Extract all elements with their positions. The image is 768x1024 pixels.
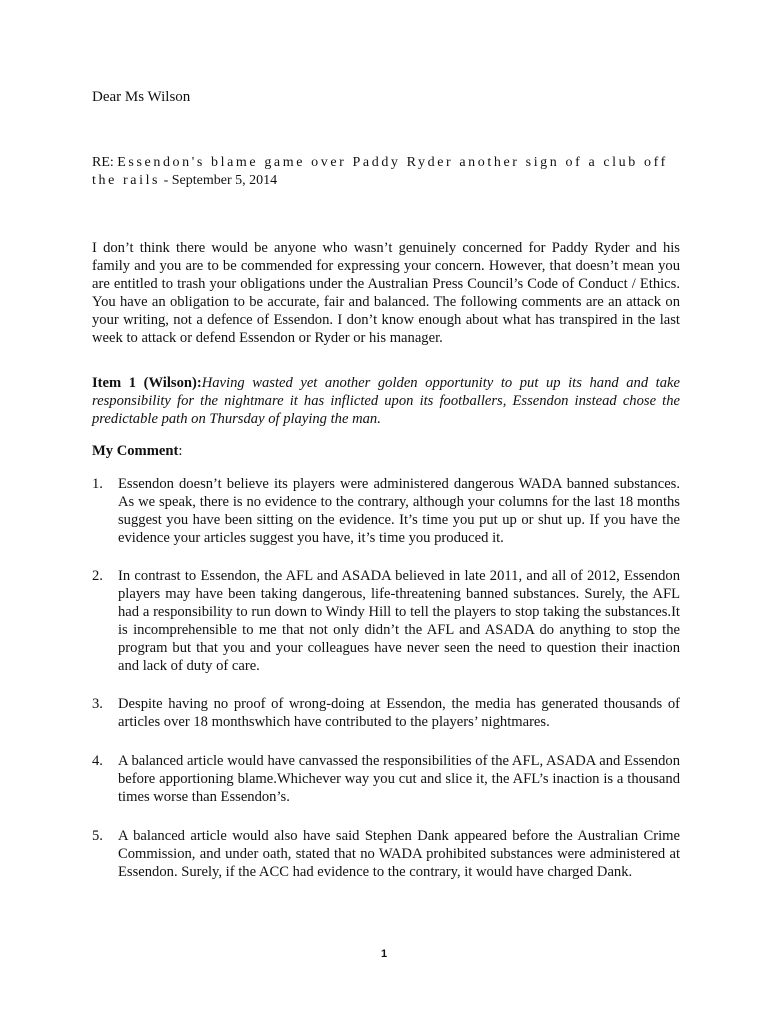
subject-line bbox=[92, 154, 682, 190]
list-item bbox=[92, 567, 680, 675]
item-1-quote: Having wasted yet another golden opportunity to put up its hand and take responsibility for the nightmare it has inflicted upon its footballers, Essendon instead chose the predictable path on Thursday of playing the man. bbox=[92, 375, 680, 427]
list-item bbox=[92, 752, 680, 806]
intro-paragraph: I don’t think there would be anyone who wasn’t genuinely concerned for Paddy Ryder and his family and you are to be commended for expressing your concern. However, that doesn’t mean you are entitled to trash your obligations under the Australian Press Council’s Code of Conduct / Ethics. You have an obligation to be accurate, fair and balanced. The following comments are an attack on your writing, not a defence of Essendon. I don’t know enough about what has transpired in the last week to attack or defend Essendon or Ryder or his manager. bbox=[92, 240, 680, 346]
comment-heading-label: My Comment bbox=[92, 443, 179, 459]
list-item-number: 3. bbox=[92, 696, 103, 712]
list-item-number: 2. bbox=[92, 568, 103, 584]
list-item-text: A balanced article would also have said Stephen Dank appeared before the Australian Crime Commission, and under oath, stated that no WADA prohibited substances were administered at Essendon. Surely, if the ACC had evidence to the contrary, it would have charged Dank. bbox=[118, 828, 680, 880]
page-number: 1 bbox=[380, 948, 388, 960]
subject-headline: Essendon's blame game over Paddy Ryder another sign of a club off the rails bbox=[92, 155, 668, 188]
comment-heading-colon: : bbox=[178, 443, 183, 459]
list-item-number: 1. bbox=[92, 476, 103, 492]
greeting: Dear Ms Wilson bbox=[92, 89, 191, 105]
list-item-text: A balanced article would have canvassed the responsibilities of the AFL, ASADA and Essendon before apportioning blame.Whichever way you cut and slice it, the AFL’s inaction is a thousand times worse than Essendon’s. bbox=[118, 753, 680, 805]
list-item-number: 5. bbox=[92, 828, 103, 844]
list-item-number: 4. bbox=[92, 753, 103, 769]
comment-points-list bbox=[92, 475, 680, 881]
item-1-paragraph bbox=[92, 374, 680, 428]
list-item-text: Essendon doesn’t believe its players were administered dangerous WADA banned substances. As we speak, there is no evidence to the contrary, although your columns for the last 18 months suggest you have been sitting on the evidence. It’s time you put up or shut up. If you have the evidence your articles suggest you have, it’s time you produced it. bbox=[118, 476, 680, 546]
list-item bbox=[92, 827, 680, 881]
list-item-text: Despite having no proof of wrong-doing at Essendon, the media has generated thousands of articles over 18 monthswhich have contributed to the players’ nightmares. bbox=[118, 696, 680, 730]
subject-prefix: RE: bbox=[92, 155, 114, 170]
list-item bbox=[92, 695, 680, 731]
item-1-label: Item 1 (Wilson): bbox=[92, 375, 202, 391]
subject-date: - September 5, 2014 bbox=[160, 173, 278, 188]
list-item bbox=[92, 475, 680, 547]
comment-heading bbox=[92, 442, 182, 460]
list-item-text: In contrast to Essendon, the AFL and ASADA believed in late 2011, and all of 2012, Essendon players may have been taking dangerous, life-threatening banned substances. Surely, the AFL had a responsibility to run down to Windy Hill to tell the players to stop taking the substances.It is incomprehensible to me that not only didn’t the AFL and ASADA do anything to stop the program but that you and your colleagues have never seen the need to question their inaction and lack of duty of care. bbox=[118, 568, 680, 674]
